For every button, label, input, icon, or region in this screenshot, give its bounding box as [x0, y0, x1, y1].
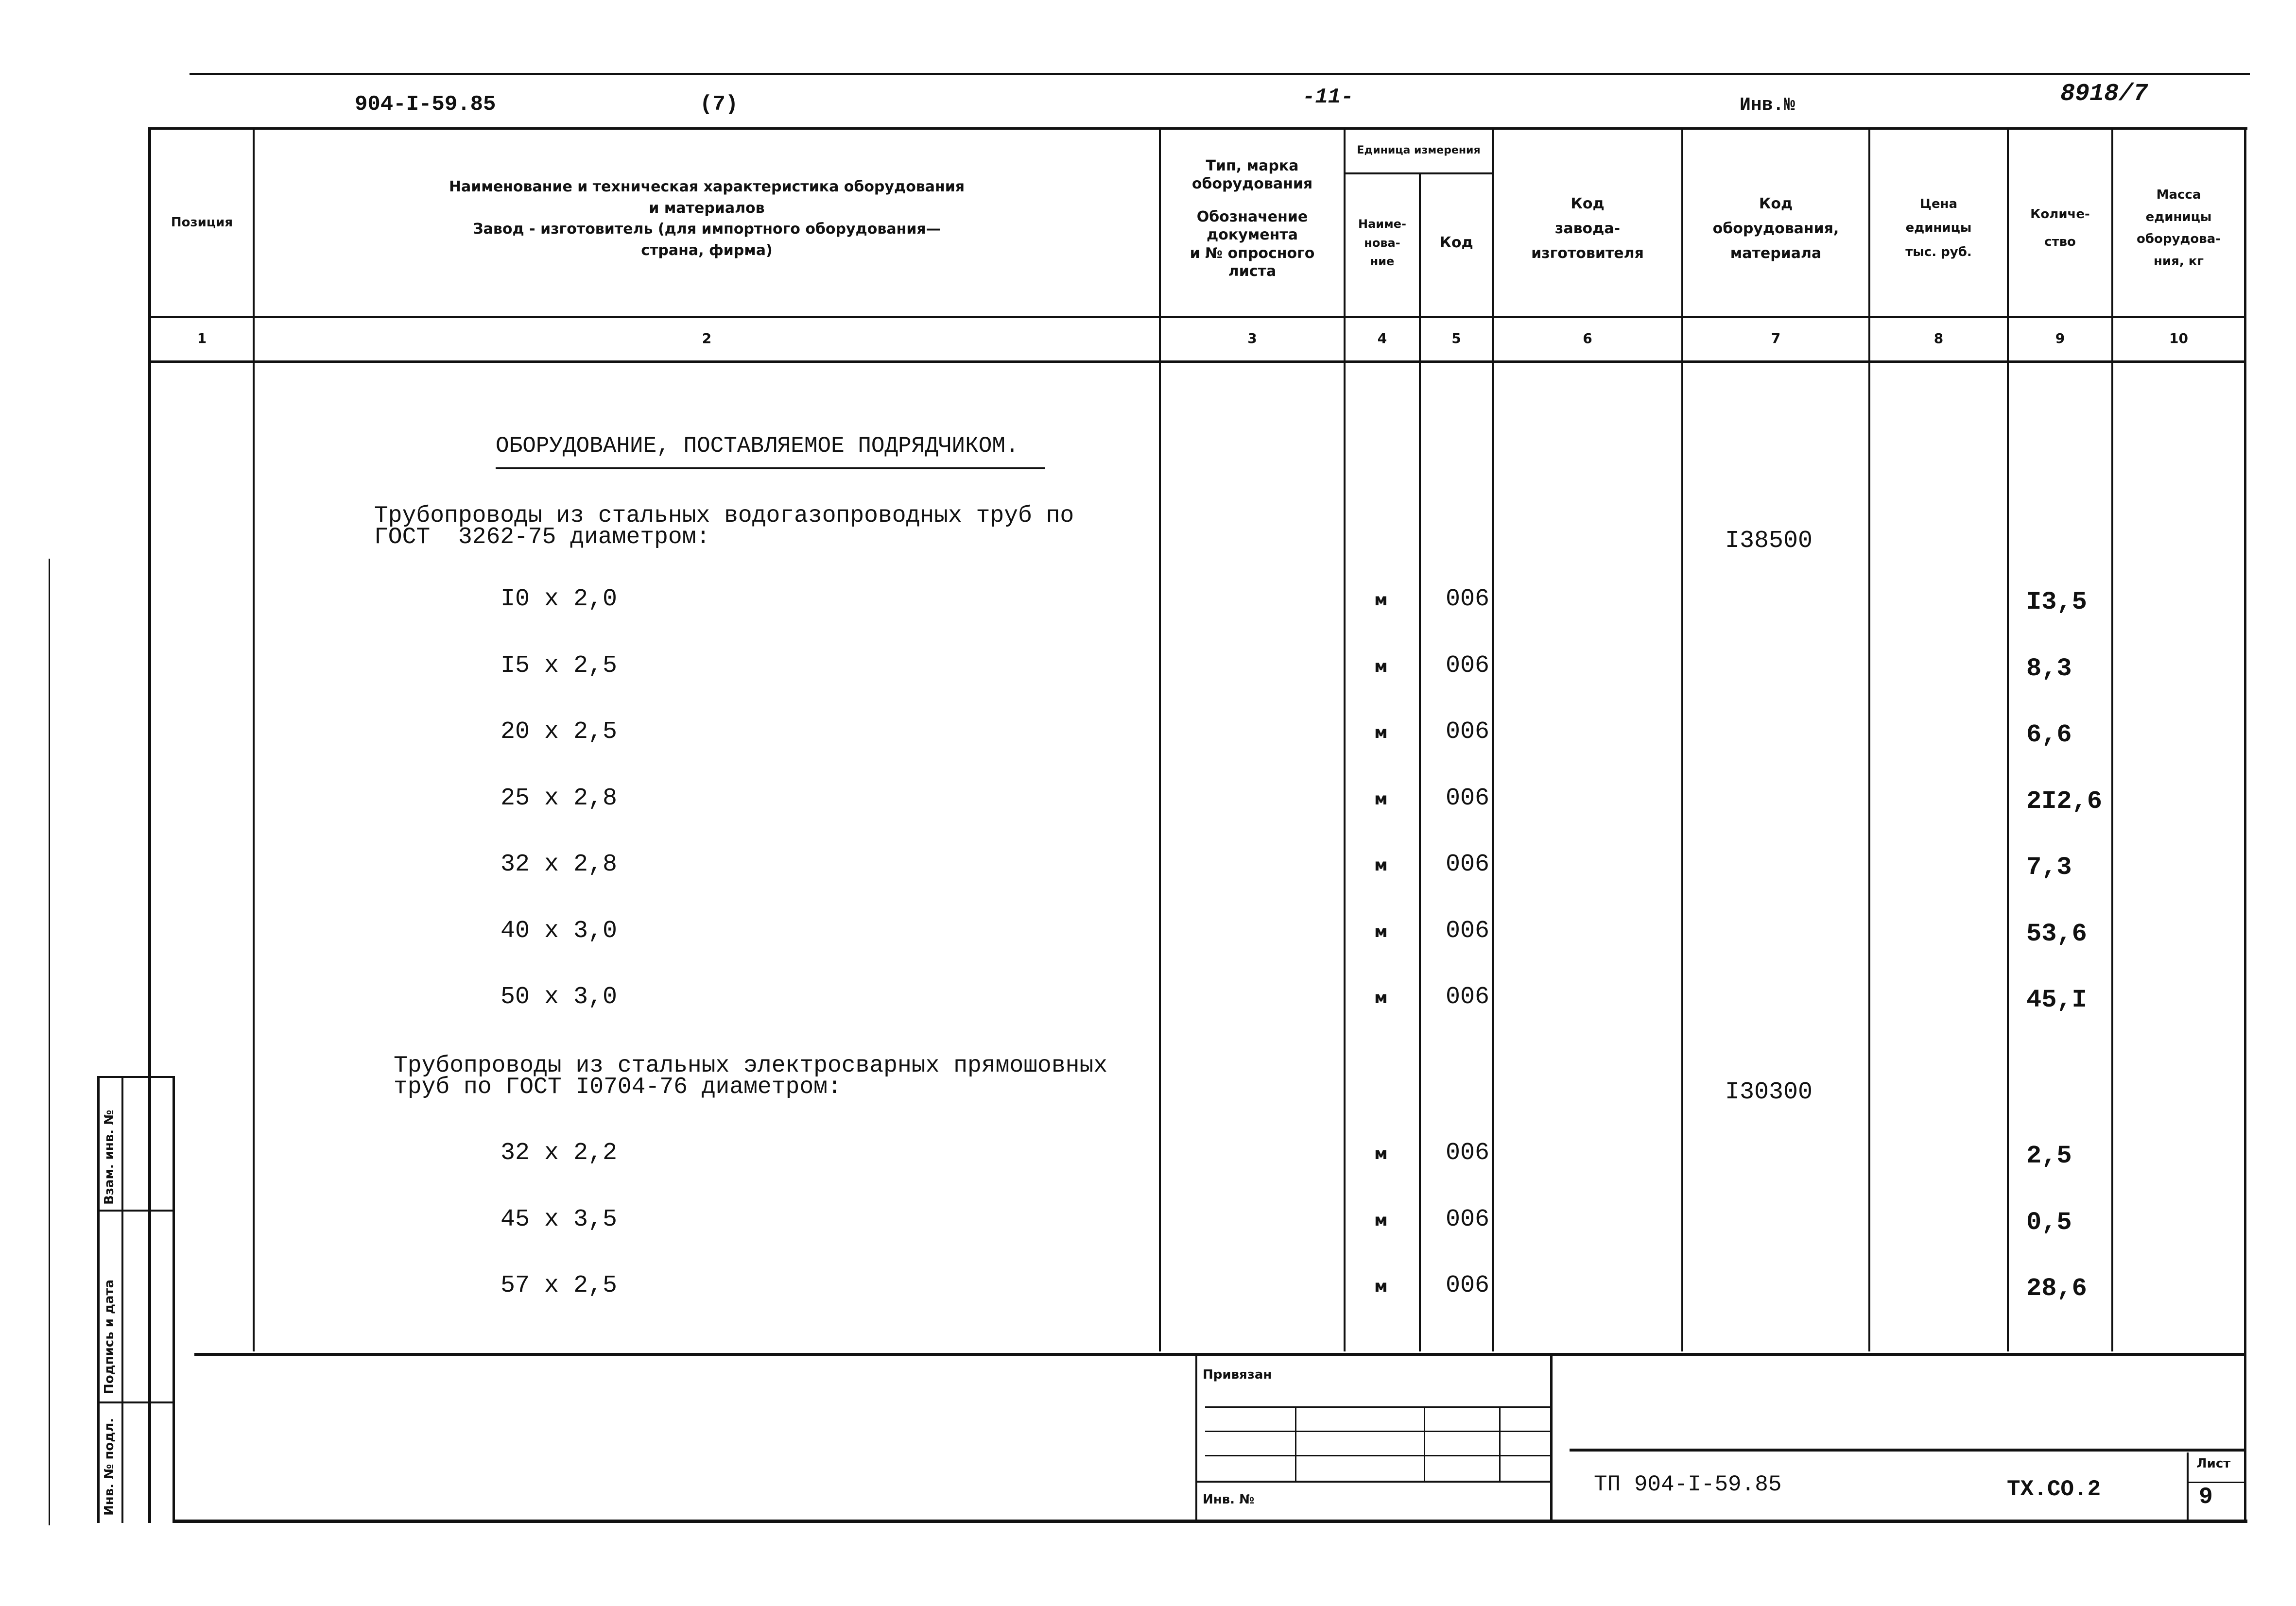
item-size: I5 x 2,5 — [501, 651, 618, 680]
item-quantity: I3,5 — [2026, 588, 2087, 616]
colnum-9: 9 — [2055, 330, 2065, 346]
item-unit-code: 006 — [1446, 1272, 1490, 1299]
top-rule — [190, 73, 2250, 75]
sheet-label: Лист — [2196, 1456, 2231, 1471]
item-quantity: 7,3 — [2026, 853, 2072, 882]
section-title-underline — [496, 467, 1045, 469]
item-unit: м — [1374, 656, 1388, 676]
item-size: 25 x 2,8 — [501, 784, 618, 812]
privyazan-col-1 — [1295, 1406, 1296, 1481]
col-line-8 — [2007, 127, 2009, 1351]
album-part: (7) — [700, 92, 739, 117]
col-line-4 — [1419, 172, 1421, 1351]
item-quantity: 6,6 — [2026, 720, 2072, 749]
colnum-4: 4 — [1377, 330, 1387, 346]
title-block-top — [1570, 1449, 2246, 1452]
colnum-1: 1 — [197, 330, 207, 346]
col-line-2 — [1159, 127, 1161, 1351]
side-stamp-mid — [121, 1076, 123, 1523]
item-unit-code: 006 — [1446, 983, 1490, 1011]
inv-value: 8918/7 — [2060, 80, 2148, 108]
group-2-title-line-2: труб по ГОСТ I0704-76 диаметром: — [394, 1074, 842, 1100]
item-size: 40 x 3,0 — [501, 917, 618, 945]
side-stamp-left — [97, 1076, 100, 1523]
frame-right — [2244, 127, 2246, 1521]
unit-group-rule — [1344, 172, 1492, 174]
col-line-5 — [1492, 127, 1494, 1351]
colnum-3: 3 — [1247, 330, 1257, 346]
doc-code: ТХ.СО.2 — [2007, 1477, 2101, 1502]
item-size: 32 x 2,2 — [501, 1139, 618, 1167]
header-col-6: Код завода- изготовителя — [1531, 195, 1644, 262]
header-col-7: Код оборудования, материала — [1712, 195, 1839, 262]
item-unit-code: 006 — [1446, 718, 1490, 746]
privyazan-label: Привязан — [1203, 1367, 1272, 1382]
item-size: 57 x 2,5 — [501, 1272, 618, 1299]
privyazan-right — [1550, 1353, 1553, 1523]
colnum-5: 5 — [1451, 330, 1461, 346]
designation: ТП 904-I-59.85 — [1594, 1472, 1782, 1497]
side-label-vzam: Взам. инв. № — [102, 1110, 117, 1205]
group-1-material-code: I38500 — [1725, 527, 1813, 555]
item-quantity: 8,3 — [2026, 654, 2072, 683]
colnum-6: 6 — [1583, 330, 1592, 346]
item-quantity: 53,6 — [2026, 919, 2087, 948]
header-col-9: Количе- ство — [2030, 206, 2090, 249]
header-col-8: Цена единицы тыс. руб. — [1905, 196, 1972, 259]
sheet-box-rule — [2187, 1482, 2246, 1483]
item-size: 32 x 2,8 — [501, 851, 618, 878]
page-mark: -11- — [1302, 85, 1354, 109]
binding-edge-line — [49, 559, 50, 1525]
header-col-3: Тип, марка оборудования Обозначение документа и № опросного листа — [1190, 157, 1315, 280]
item-unit: м — [1374, 723, 1388, 742]
item-unit: м — [1374, 1144, 1388, 1163]
inv-no-label: Инв. № — [1203, 1492, 1255, 1507]
privyazan-col-3 — [1499, 1406, 1501, 1481]
col-line-7 — [1868, 127, 1870, 1351]
item-unit: м — [1374, 855, 1388, 875]
item-unit: м — [1374, 590, 1388, 610]
frame-bottom — [175, 1520, 2247, 1523]
col-line-3 — [1344, 127, 1346, 1351]
group-2-material-code: I30300 — [1725, 1078, 1813, 1106]
colnum-10: 10 — [2169, 330, 2188, 346]
colnum-2: 2 — [702, 330, 712, 346]
item-quantity: 2,5 — [2026, 1142, 2072, 1170]
item-unit: м — [1374, 789, 1388, 809]
group-1-title-line-1: Трубопроводы из стальных водогазопроводных труб по — [374, 503, 1074, 529]
header-col-10: Масса единицы оборудова- ния, кг — [2136, 188, 2221, 269]
col-line-1 — [253, 127, 255, 1351]
item-size: 20 x 2,5 — [501, 718, 618, 746]
side-stamp-div-2 — [97, 1401, 175, 1403]
privyazan-rule-2 — [1205, 1431, 1550, 1432]
item-unit-code: 006 — [1446, 585, 1490, 613]
item-quantity: 45,I — [2026, 986, 2087, 1014]
privyazan-col-2 — [1424, 1406, 1425, 1481]
colnum-8: 8 — [1933, 330, 1944, 346]
side-stamp-top — [97, 1076, 175, 1078]
colnum-bottom — [148, 360, 2246, 363]
side-label-podpis: Подпись и дата — [102, 1279, 117, 1394]
group-1-title-line-2: ГОСТ 3262-75 диаметром: — [374, 524, 710, 550]
side-stamp-right — [173, 1076, 175, 1523]
header-col-1: Позиция — [171, 215, 233, 230]
item-unit: м — [1374, 922, 1388, 941]
item-unit: м — [1374, 1277, 1388, 1296]
item-size: 45 x 3,5 — [501, 1205, 618, 1233]
item-unit: м — [1374, 988, 1388, 1008]
item-unit-code: 006 — [1446, 1205, 1490, 1233]
side-stamp-div-1 — [97, 1210, 175, 1212]
table-end-rule — [194, 1353, 2245, 1356]
group-2-title-line-1: Трубопроводы из стальных электросварных прямошовных — [394, 1053, 1108, 1079]
item-unit-code: 006 — [1446, 784, 1490, 812]
frame-top — [148, 127, 2247, 130]
item-unit-code: 006 — [1446, 851, 1490, 878]
item-quantity: 0,5 — [2026, 1208, 2072, 1237]
sheet-box-left — [2187, 1452, 2189, 1523]
inv-label: Инв.№ — [1740, 95, 1795, 116]
privyazan-left — [1195, 1353, 1197, 1523]
doc-number: 904-I-59.85 — [355, 92, 496, 117]
header-col-4: Наиме- нова- ние — [1358, 217, 1406, 269]
item-unit-code: 006 — [1446, 1139, 1490, 1167]
privyazan-rule-1 — [1205, 1406, 1550, 1408]
colnum-7: 7 — [1771, 330, 1781, 346]
item-size: I0 x 2,0 — [501, 585, 618, 613]
item-size: 50 x 3,0 — [501, 983, 618, 1011]
item-unit-code: 006 — [1446, 651, 1490, 680]
col-line-6 — [1681, 127, 1683, 1351]
section-title: ОБОРУДОВАНИЕ, ПОСТАВЛЯЕМОЕ ПОДРЯДЧИКОМ. — [496, 433, 1019, 459]
item-unit-code: 006 — [1446, 917, 1490, 945]
header-col-2: Наименование и техническая характеристика оборудования и материалов Завод - изготовитель (для импортного оборудования— страна, фирма) — [449, 178, 965, 259]
header-col-5: Код — [1439, 234, 1473, 252]
side-label-inv-podl: Инв. № подл. — [102, 1418, 117, 1516]
col-line-9 — [2111, 127, 2113, 1351]
item-quantity: 2I2,6 — [2026, 786, 2103, 816]
sheet-number: 9 — [2199, 1484, 2213, 1510]
privyazan-rule-4 — [1197, 1481, 1550, 1483]
privyazan-rule-3 — [1205, 1455, 1550, 1456]
header-bottom — [148, 316, 2246, 318]
item-quantity: 28,6 — [2026, 1274, 2087, 1303]
item-unit: м — [1374, 1210, 1388, 1230]
header-unit-group: Единица измерения — [1357, 144, 1481, 157]
